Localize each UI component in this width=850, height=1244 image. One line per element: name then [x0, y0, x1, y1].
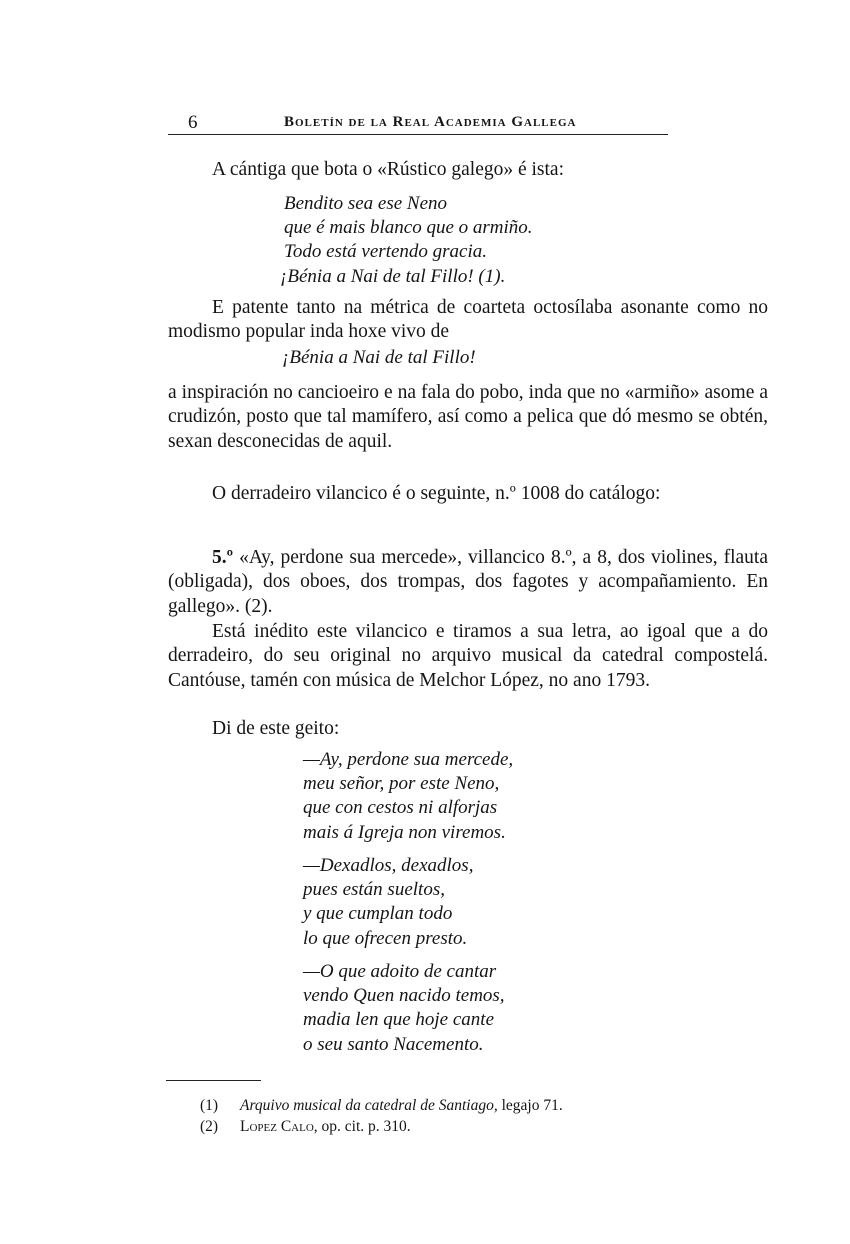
verse-line: —O que adoito de cantar	[303, 961, 497, 982]
centered-quote: ¡Bénia a Nai de tal Fillo!	[282, 347, 476, 368]
footnote-number: (2)	[200, 1118, 219, 1135]
footnote-1	[200, 1097, 563, 1115]
running-title: Boletín de la Real Academia Gallega	[284, 114, 577, 130]
page-number: 6	[188, 112, 198, 133]
intro-lyrics: Di de este geito:	[212, 718, 340, 739]
stanza-2	[303, 854, 473, 951]
footnote-rest: legajo 71.	[497, 1097, 563, 1114]
verse-line: Bendito sea ese Neno	[284, 193, 448, 214]
catalog-entry-paragraph	[168, 546, 768, 619]
unpublished-paragraph: Está inédito este vilancico e tiramos a sua letra, ao igoal que a do derradeiro, do seu original no arquivo musical da catedral compostelá. Cantóuse, tamén con música de Melchor López, no ano 1793.	[168, 621, 768, 691]
metric-paragraph: E patente tanto na métrica de coarteta octosílaba asonante como no modismo popular inda hoxe vivo de	[168, 297, 768, 343]
verse-line: lo que ofrecen presto.	[303, 927, 468, 949]
verse-line: —Ay, perdone sua mercede,	[303, 749, 514, 770]
verse-line: que con cestos ni alforjas	[303, 797, 498, 819]
last-vilancico-paragraph: O derradeiro vilancico é o seguinte, n.º 1008 do catálogo:	[212, 483, 661, 504]
verse-quote	[280, 192, 533, 289]
verse-line: pues están sueltos,	[303, 879, 445, 901]
footnote-title: Arquivo musical da catedral de Santiago,	[240, 1097, 498, 1114]
verse-line: ¡Bénia a Nai de tal Fillo! (1).	[280, 265, 506, 287]
inspiration-paragraph: a inspiración no cancioeiro e na fala do pobo, inda que no «armiño» asome a crudizón, posto que tal mamífero, así como a pelica que dó mesmo se obtén, sexan desconecidas de aquil.	[168, 382, 768, 452]
verse-line: —Dexadlos, dexadlos,	[303, 855, 474, 876]
running-header	[168, 108, 668, 135]
footnote-2	[200, 1118, 411, 1136]
footnote-divider	[166, 1080, 261, 1081]
footnote-number: (1)	[200, 1097, 219, 1114]
verse-line: que é mais blanco que o armiño.	[284, 217, 533, 239]
verse-line: o seu santo Nacemento.	[303, 1033, 484, 1055]
verse-line: mais á Igreja non viremos.	[303, 821, 506, 843]
entry-number: 5.º	[212, 547, 234, 568]
footnote-author: Lopez Calo,	[240, 1118, 318, 1135]
verse-line: madia len que hoje cante	[303, 1009, 495, 1031]
verse-line: vendo Quen nacido temos,	[303, 985, 505, 1007]
stanza-1	[303, 748, 513, 845]
entry-text: «Ay, perdone sua mercede», villancico 8.º, a 8, dos violines, flauta (obligada), dos oboes, dos trompas, dos fagotes y acompañamiento. En gallego». (2).	[168, 547, 769, 617]
footnote-rest: op. cit. p. 310.	[317, 1118, 411, 1135]
verse-line: meu señor, por este Neno,	[303, 773, 500, 795]
verse-line: Todo está vertendo gracia.	[284, 241, 488, 263]
stanza-3	[303, 960, 505, 1057]
verse-line: y que cumplan todo	[303, 903, 453, 925]
intro-paragraph: A cántiga que bota o «Rústico galego» é ista:	[212, 159, 564, 180]
